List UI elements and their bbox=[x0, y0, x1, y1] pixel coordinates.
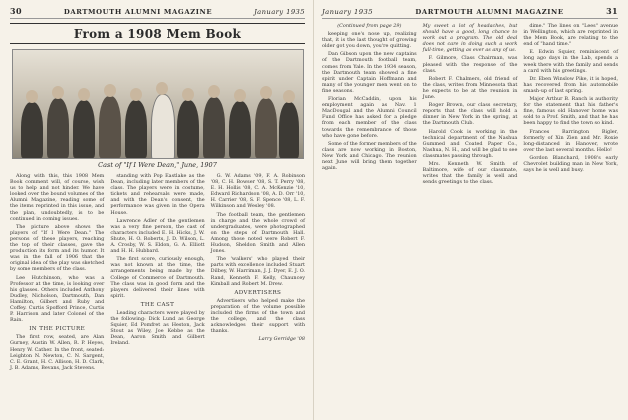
cast-photograph bbox=[12, 49, 304, 159]
author-signature: Larry Gerridge '08 bbox=[258, 336, 305, 343]
paragraph: The first row, seated, are Alan Gurney, Austin W. Allen, R. P. Heyes, Henry W. Cather. In the front, seated: Leighton N. Newton, C. N. Sargent, C. E. Grant, H. C. Allison, H. D. Clark, J. B. Adams, Bevans, Jack Stevens. bbox=[10, 334, 105, 371]
paragraph: Along with this, this 1908 Mem Book comment will, of course, wish us to help and not hinder. We have looked over the bound volumes of the Alumni Magazine, reading some of the items reprinted in this issue, and the plan, undoubtedly, is to be continued in coming issues. bbox=[10, 173, 105, 222]
paragraph: The football team, the gentlemen in charge and the whole crowd of undergraduates, were photographed on the steps of Dartmouth Hall. Among those noted were Robert F. Hudson, Sheldon Smith and Allen Jones. bbox=[210, 211, 305, 255]
right-page bbox=[314, 0, 628, 420]
subheading: THE CAST bbox=[140, 301, 175, 308]
paragraph: G. W. Adams '09, F. A. Robinson '08, C. H. Bowser '08, S. T. Perry '08, E. H. Hollis '08, C. A. McKenzie '10, Edward Richardson '08, A. D. Orr '10, H. Carrier '08, S. F. Spence '08, L. F. Wilkinson and Wesley '08. bbox=[210, 173, 305, 210]
left-magazine-name: DARTMOUTH ALUMNI MAGAZINE bbox=[63, 8, 213, 16]
paragraph: Lawrence Adler of the gentlemen was a very fine person, the cast of characters included E. H. Hicks, J. W. Shute, H. O. Roberts, J. D. Wilson, L. A. Crosby, W. S. Eldon, G. A. Elliott and H. H. Hubbard. bbox=[110, 217, 205, 255]
paragraph: Mrs. Kenneth W. Smith of Baltimore, wife of our classmate, writes that the family is well and sends greetings to the class. bbox=[422, 160, 518, 186]
paragraph: E. Edwin Squier, reminiscent of long ago days in the Lab, spends a week there with the family and sends a card with his greetings. bbox=[523, 49, 619, 74]
continued-note: (Continued from page 29) bbox=[337, 23, 402, 29]
paragraph: Some of the former members of the class are now working in Boston, New York and Chicago. The reunion next June will bring them together again. bbox=[322, 140, 417, 172]
left-running-header bbox=[10, 6, 305, 19]
paragraph: Leading characters were played by the following: Dick Lund as George Squier, Ed Pomfret as Heston, Jack Stout as Wiley, Joe Kebbe as the Dean, Aaron Smith and Gilbert Ireland. bbox=[110, 309, 205, 347]
paragraph: My sweet a lot of headaches, but should have a good, long chance to work out a program. The old deal does not care in doing such a work full-time, getting as ever as any of us. bbox=[422, 23, 518, 54]
subheading: IN THE PICTURE bbox=[29, 326, 86, 333]
left-page-number: 30 bbox=[10, 6, 22, 16]
right-running-header bbox=[322, 6, 618, 19]
right-article-columns bbox=[322, 23, 618, 187]
right-page-number: 31 bbox=[606, 6, 618, 16]
paragraph: standing with Pop Eastlake as the Dean, including later members of the class. The players were in costume, tickets and rehearsals were made, and with the Dean's consent, the performance was given in the Opera House. bbox=[110, 173, 205, 216]
paragraph: Roger Brown, our class secretary, reports that the class will hold a dinner in New York in the spring, at the Dartmouth Club. bbox=[422, 102, 518, 127]
paragraph: Frances Barrington Bigler, formerly of Xin Zien and Mr. Roxie long-distanced in Hanover, wrote over the last several months. Hello! bbox=[523, 128, 619, 153]
paragraph: Advertisers who helped make the preparation of the volume possible included the firms of the town and the college, and the class acknowledges their support with thanks. bbox=[210, 297, 305, 335]
left-column-3 bbox=[211, 173, 305, 373]
paragraph: Lee Hutchinson, who was a Professor at the time, is looking over his glasses. Others included Anthony Dudley, Nicholson, Dartmouth, Dan Hamilton, Gilbert and Ruby and Coffey. Curtis Spofford Prince, Curtis P. Harrison and later Colonel of the Rain. bbox=[10, 274, 105, 324]
right-issue-date: January 1935 bbox=[322, 8, 373, 16]
paragraph: F. Gilmore, Class Chairman, was pleased with the response of the class. bbox=[422, 55, 518, 74]
paragraph: Dan Gibson upon the new captains of the Dartmouth football team, comes from Yale. In the 1934 season, the Dartmouth team showed a fine spirit under Captain Hoffmann and many of the younger men went on to fine seasons. bbox=[322, 51, 417, 94]
right-column-1 bbox=[322, 23, 417, 187]
paragraph: The 'walkers' who played their parts with excellence included Stuart Dilbey, W. Harriman, J. J. Dyer, E. J. O. Rand, Kenneth F. Kelly, Chauncey Kimball and Robert M. Drew. bbox=[210, 256, 305, 287]
paragraph: Gordon Blanchard, 1908's early Chevrolet building man in New York, says he is well and busy. bbox=[523, 154, 619, 174]
paragraph: Robert F. Chalmers, old friend of the class, writes from Minnesota that he expects to be at the reunion in June. bbox=[422, 75, 518, 101]
paragraph: Major Arthur B. Ranch is authority for the statement that his father's fine, famous old Hanover home was sold to a Prof. Smith, and that he has been happy to find the town so kind. bbox=[523, 96, 619, 127]
paragraph: dime." The lines on "Lees" avenue in Wellington, which are reprinted in the Mem Book, are relating to the end of "hand time." bbox=[523, 23, 619, 48]
left-issue-date: January 1935 bbox=[254, 8, 305, 16]
photo-caption: Cast of "If I Were Dean," June, 1907 bbox=[98, 161, 217, 169]
paragraph: Dr. Eben Winslow Pike, it is hoped, has recovered from his automobile smash-up of last spring. bbox=[523, 75, 619, 94]
left-column-1 bbox=[10, 173, 104, 373]
left-article-columns bbox=[10, 173, 305, 373]
right-magazine-name: DARTMOUTH ALUMNI MAGAZINE bbox=[415, 8, 564, 16]
right-column-3 bbox=[523, 23, 618, 187]
paragraph: keeping one's nose up, realizing that, it is the last thought of growing older got you down, you're quitting. bbox=[322, 31, 417, 50]
paragraph: The first score, curiously enough, was not known at the time, the arrangements being made by the College of Commerce of Dartmouth. The class was in good form and the players delivered their lines with spirit. bbox=[110, 256, 205, 299]
paragraph: The picture above shows the players of "If I Were Dean." The persons of these players, reaching the top of their classes, gave the production its form and its humor. It was in the fall of 1906 that the original idea of the play was sketched by some members of the class. bbox=[10, 223, 105, 273]
article-title: From a 1908 Mem Book bbox=[10, 23, 305, 44]
paragraph: Harold Cook is working in the technical department of the Nashua Gummed and Coated Paper Co., Nashua, N. H., and will be glad to see classmates passing through. bbox=[422, 128, 518, 159]
subheading: ADVERTISERS bbox=[234, 289, 282, 296]
right-column-2 bbox=[423, 23, 518, 187]
left-column-2 bbox=[110, 173, 204, 373]
paragraph: Florian McCaddin, upon his employment again as Nav. 1 MacDougal and the Alumni Council Fund Office has asked for a pledge from each member of the class towards the remembrance of those who have gone before. bbox=[322, 96, 417, 139]
